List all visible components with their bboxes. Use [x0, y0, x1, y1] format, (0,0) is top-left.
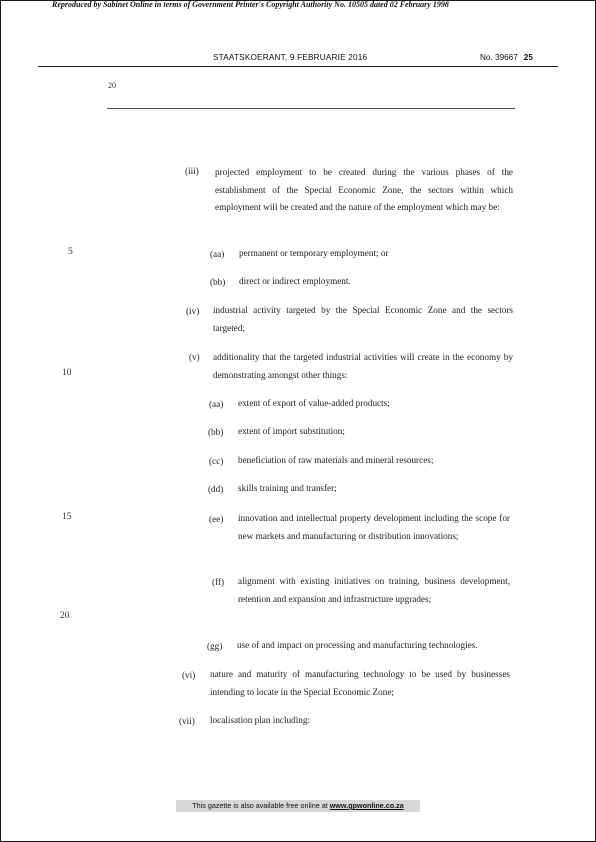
item-text: extent of import substitution; [238, 426, 345, 436]
item-label: (aa) [210, 249, 225, 259]
header-rule [38, 66, 558, 67]
item-text: beneficiation of raw materials and mineral resources; [238, 455, 434, 465]
item-text: extent of export of value-added products; [238, 398, 390, 408]
item-text: skills training and transfer; [238, 483, 337, 493]
item-label: (ff) [212, 577, 225, 587]
item-text: additionality that the targeted industrial activities will create in the economy by demonstrating amongst other things: [213, 352, 513, 380]
reproduction-notice: Reproduced by Sabinet Online in terms of Government Printer's Copyright Authority No. 10505 dated 02 February 1998 [52, 0, 449, 9]
item-text: localisation plan including: [210, 715, 311, 725]
item-text: direct or indirect employment. [239, 276, 351, 286]
item-label: (bb) [210, 277, 226, 287]
item-text: projected employment to be created during the various phases of the establishment of the Special Economic Zone, the sectors within which employment will be created and the nature of the employment which may be: [215, 167, 513, 212]
gazette-no-label: No. 39667 [480, 53, 518, 62]
item-label: (iii) [185, 166, 199, 176]
footer-link[interactable]: www.gpwonline.co.za [329, 801, 404, 810]
item-label: (vii) [179, 716, 195, 726]
inner-page-number: 20 [108, 81, 116, 90]
item-label: (gg) [207, 641, 223, 651]
page-number: 25 [523, 53, 533, 62]
line-number: 20 [60, 611, 70, 621]
item-label: (aa) [209, 399, 224, 409]
item-text: use of and impact on processing and manufacturing technologies. [237, 640, 478, 650]
item-label: (cc) [209, 456, 224, 466]
inner-rule [107, 108, 515, 109]
item-label: (iv) [186, 306, 200, 316]
gazette-number [480, 53, 533, 62]
line-number: 15 [62, 512, 72, 522]
item-text: permanent or temporary employment; or [239, 248, 389, 258]
line-number: 10 [62, 368, 72, 378]
item-label: (bb) [208, 427, 224, 437]
line-number: 5 [68, 247, 73, 257]
item-text: alignment with existing initiatives on training, business development, retention and expansion and infrastructure upgrades; [238, 576, 510, 604]
item-label: (dd) [208, 484, 224, 494]
item-text: industrial activity targeted by the Special Economic Zone and the sectors targeted; [213, 305, 513, 333]
item-label: (ee) [209, 514, 224, 524]
footer-banner [176, 800, 420, 812]
gazette-title: STAATSKOERANT, 9 FEBRUARIE 2016 [213, 53, 368, 62]
item-text: nature and maturity of manufacturing technology to be used by businesses intending to locate in the Special Economic Zone; [210, 669, 510, 697]
item-label: (v) [189, 352, 200, 362]
footer-text: This gazette is also available free online at [192, 801, 328, 810]
item-label: (vi) [182, 670, 196, 680]
item-text: innovation and intellectual property development including the scope for new markets and manufacturing or distribution innovations; [238, 513, 510, 541]
